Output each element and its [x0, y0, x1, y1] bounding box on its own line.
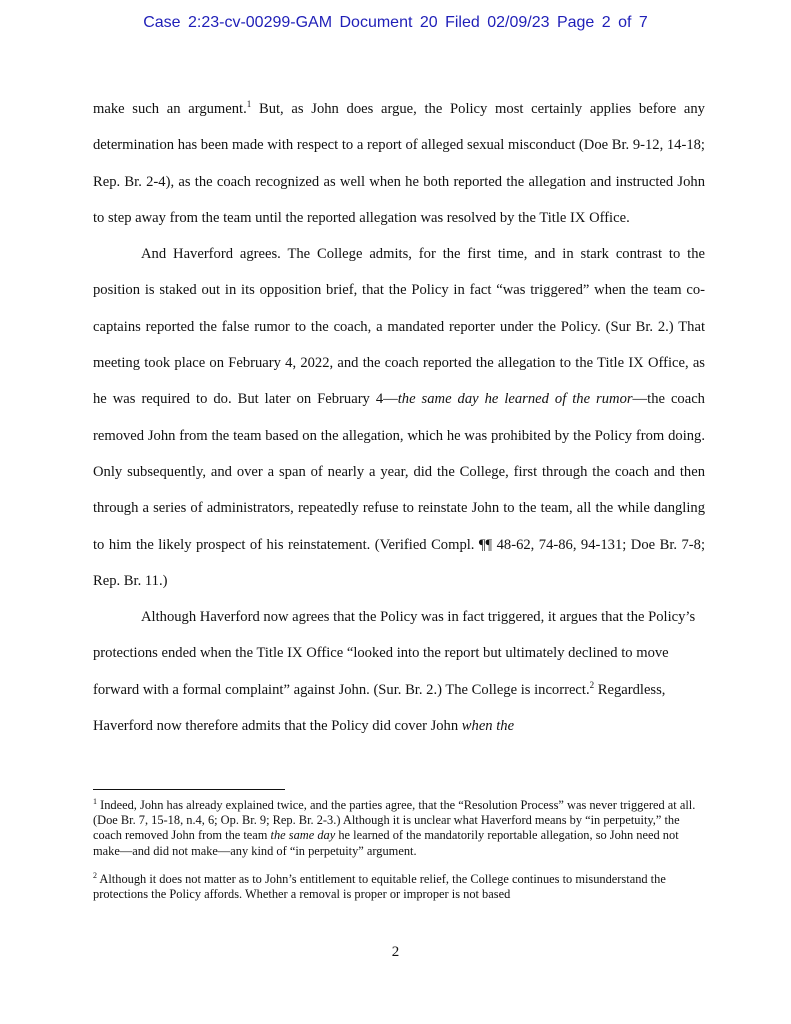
paragraph-2: And Haverford agrees. The College admits, for the first time, and in stark contrast to the position is staked out in its opposition brief, that the Policy in fact “was triggered” when the team co-captains reported the false rumor to the coach, a mandated reporter under the Policy. (Sur Br. 2.) That meeting took place on February 4, 2022, and the coach reported the allegation to the Title IX Office, as he was required to do. But later on February 4—the same day he learned of the rumor—the coach removed John from the team based on the allegation, which he was prohibited by the Policy from doing. Only subsequently, and over a span of nearly a year, did the College, first through the coach and then through a series of administrators, repeatedly refuse to reinstate John to the team, all the while dangling to him the likely prospect of his reinstatement. (Verified Compl. ¶¶ 48-62, 74-86, 94-131; Doe Br. 7-8; Rep. Br. 11.) [93, 246, 705, 589]
footnote-2: $^2$ Although it does not matter as to John’s entitlement to equitable relief, the College continues to misunderstand the protections the Policy affords. Whether a removal is proper or improper is not based [93, 870, 666, 902]
footnote-1: $^1$ Indeed, John has already explained twice, and the parties agree, that the “Resolution Process” was never triggered at all. (Doe Br. 7, 15-18, n.4, 6; Op. Br. 9; Rep. Br. 2-3.) Although it is unclear what Haverford means by “in perpetuity,” the coach removed John from the team the same day he learned of the mandatorily reportable allegation, so John need not make—and did not make—any kind of “in perpetuity” argument. [93, 797, 696, 858]
footnotes [93, 798, 705, 902]
case-header: Case 2:23-cv-00299-GAM Document 20 Filed 02/09/23 Page 2 of 7 [143, 14, 648, 31]
page-number: 2 [391, 944, 400, 960]
footnote-number-2: 2 [93, 870, 97, 880]
paragraph-1: make such an argument.$^1$ But, as John does argue, the Policy most certainly applies before any determination has been made with respect to a report of alleged sexual misconduct (Doe Br. 9-12, 14-18; Rep. Br. 2-4), as the coach recognized as well when he both reported the allegation and instructed John to step away from the team until the reported allegation was resolved by the Title IX Office. [93, 99, 705, 226]
footnote-divider [93, 789, 285, 790]
footnote-number-1: 1 [93, 797, 97, 806]
footnote-1-emphasis: the same day [270, 828, 336, 843]
paragraph-3: Although Haverford now agrees that the Policy was in fact triggered, it argues that the Policy’s protections ended when the Title IX Office “looked into the report but ultimately declined to move forward with a formal complaint” against John. (Sur. Br. 2.) The College is incorrect.$^2$ Regardless, Haverford now therefore admits that the Policy did cover John when the [93, 609, 696, 735]
emphasis-when-the: when the [461, 718, 515, 735]
footnote-ref-1[interactable]: 1 [246, 99, 252, 109]
emphasis-same-day: the same day he learned of the rumor [397, 391, 633, 408]
footnote-ref-2[interactable]: 2 [589, 679, 595, 690]
body-text [93, 91, 705, 744]
